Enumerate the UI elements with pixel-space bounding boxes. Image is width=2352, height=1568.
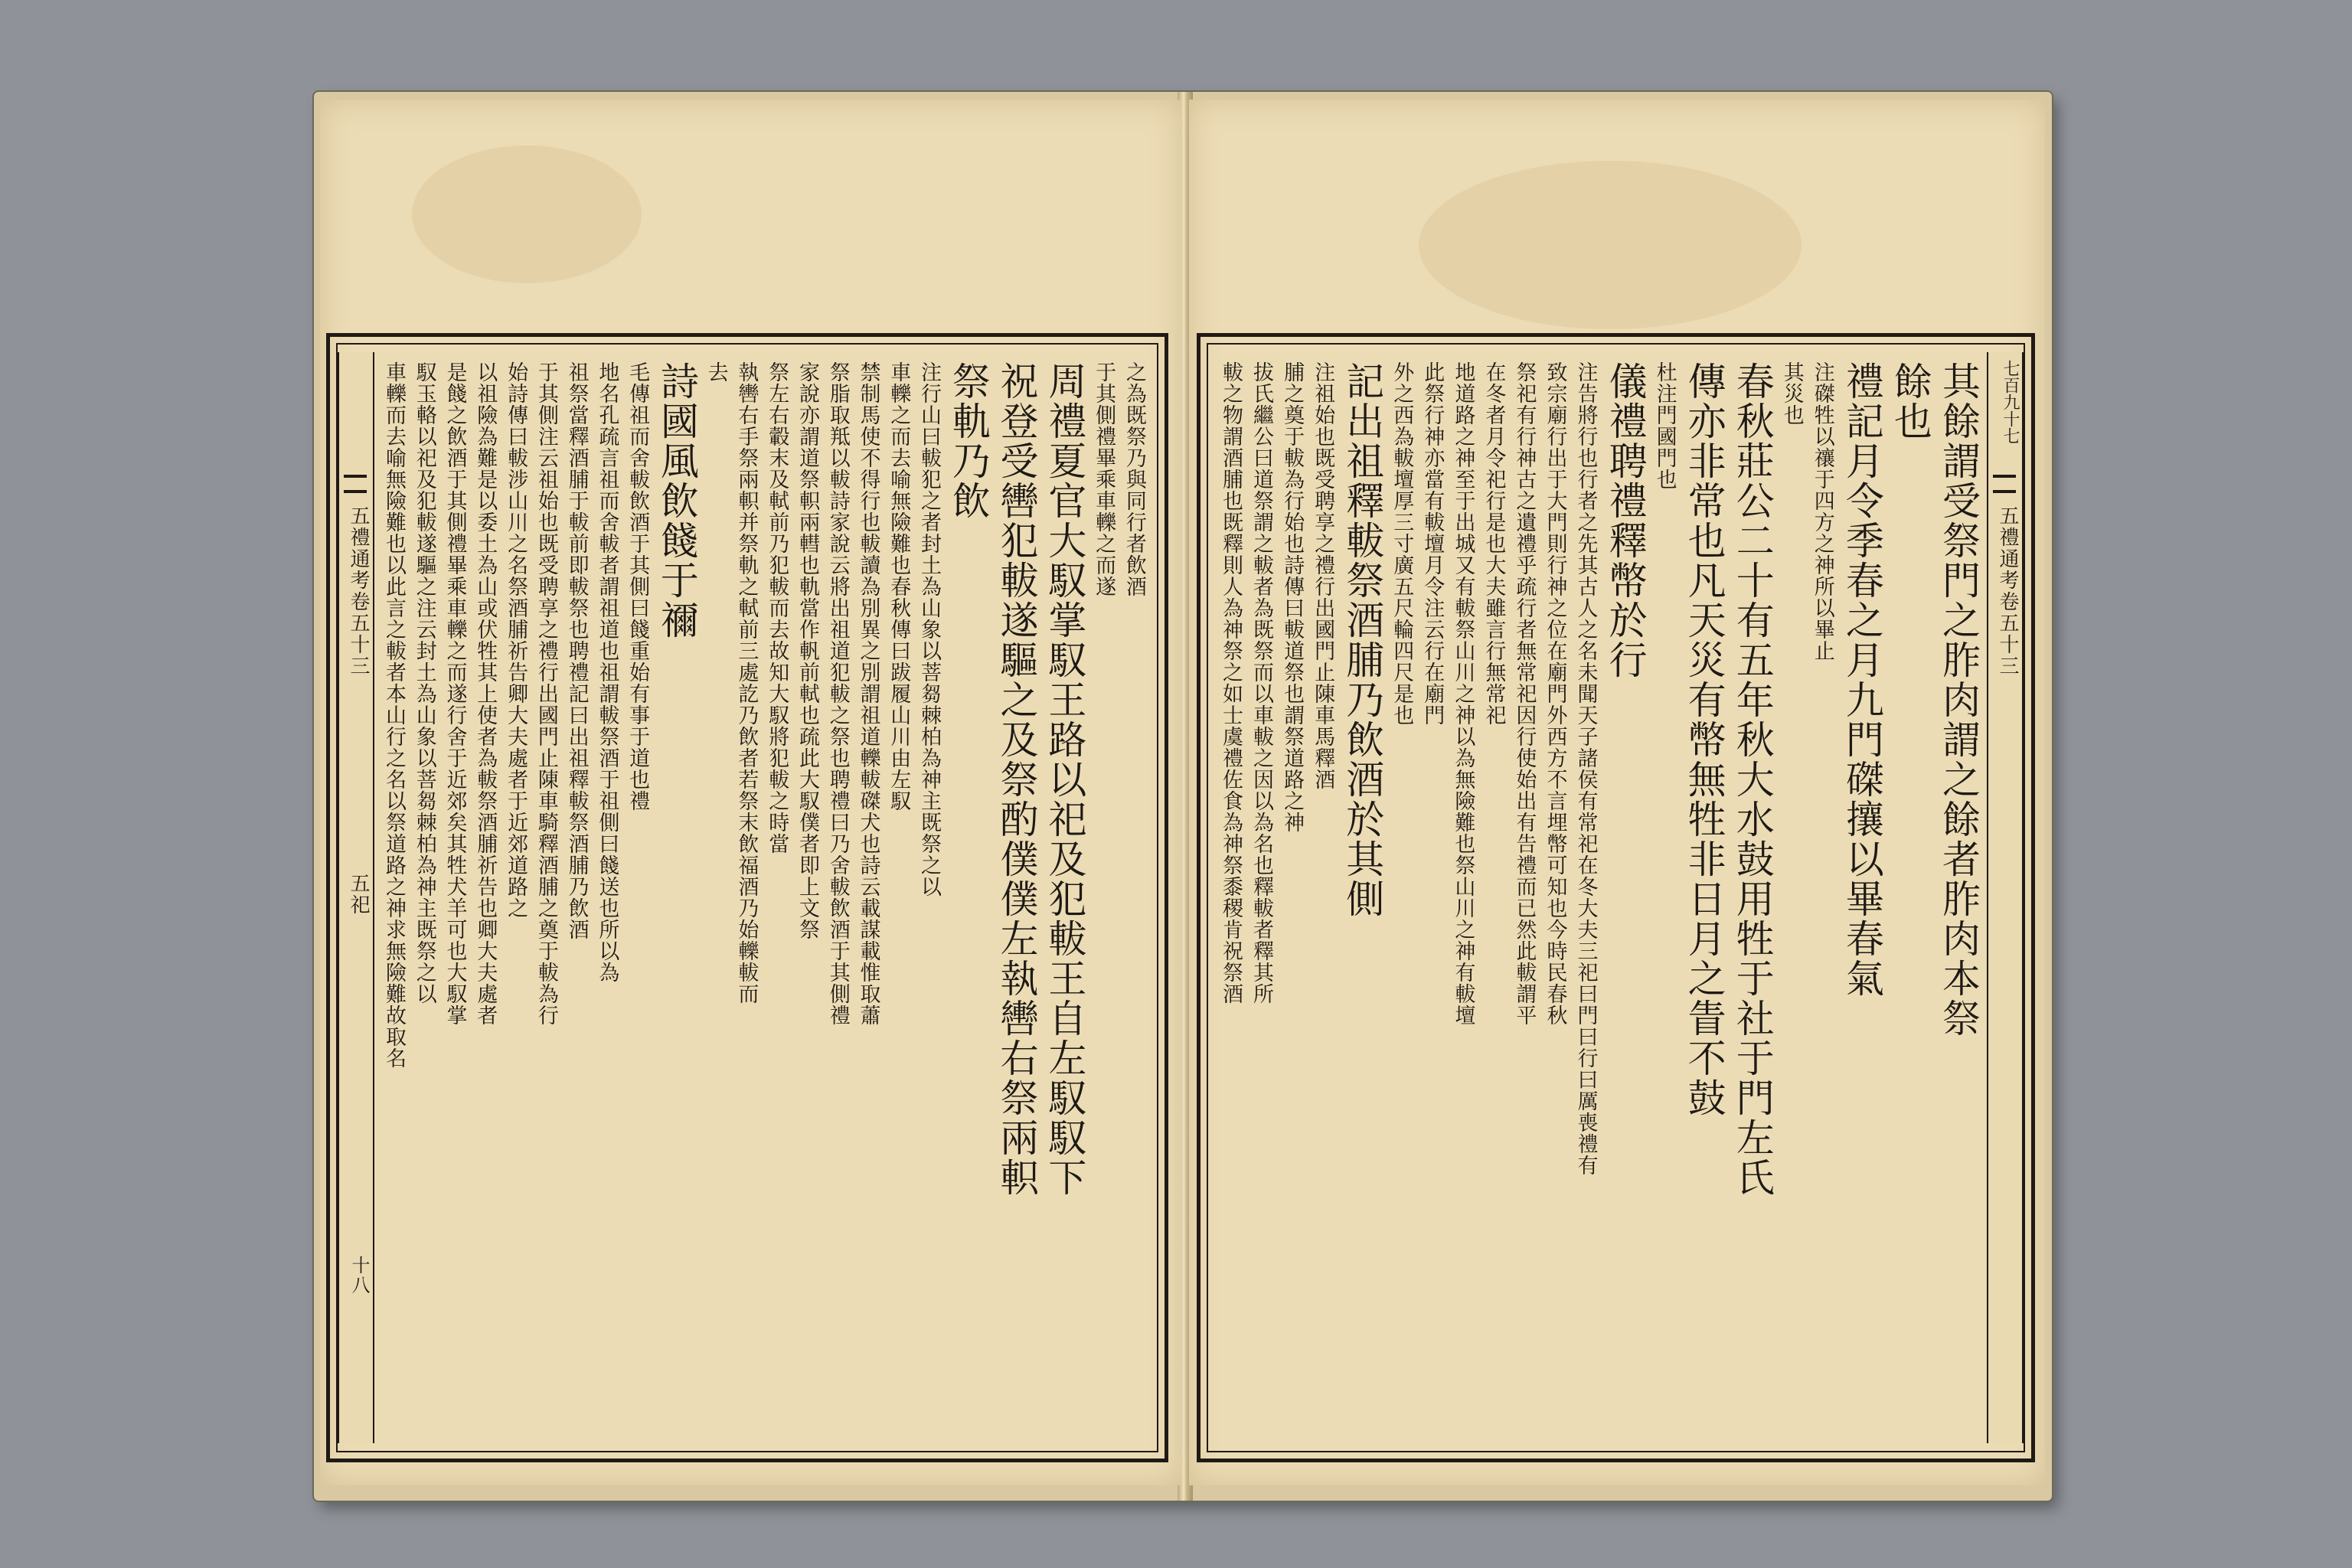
commentary-text-column: 此祭行神亦當有軷壇月令注云行在廟門 <box>1420 361 1445 726</box>
commentary-text-column: 之為既祭乃與同行者飲酒 <box>1122 361 1146 597</box>
main-text-column: 祝登受轡犯軷遂驅之及祭酌僕僕左執轡右祭兩軹 <box>994 361 1039 1197</box>
left-text-frame <box>326 333 1168 1462</box>
commentary-text-column: 是餞之飲酒于其側禮畢乘車轢之而遂行舍于近郊矣其牲犬羊可也大馭掌 <box>443 361 467 1026</box>
commentary-text-column: 祖祭當釋酒脯于軷前即軷祭也聘禮記曰出祖釋軷祭酒脯乃飲酒 <box>564 361 589 940</box>
commentary-text-column: 在冬者月令祀行是也大夫雖言行無常祀 <box>1481 361 1506 726</box>
commentary-text-column: 于其側注云祖始也既受聘享之禮行出國門止陳車騎釋酒脯之奠于軷為行 <box>534 361 558 1026</box>
commentary-text-column: 車轢而去喻無險難也以此言之軷者本山行之名以祭道路之神求無險難故取名 <box>382 361 406 1069</box>
main-text-column: 餘也 <box>1887 361 1932 441</box>
commentary-text-column: 注磔牲以禳于四方之神所以畢止 <box>1810 361 1834 662</box>
fishtail-mark <box>1993 475 2016 493</box>
left-side-page-num: 十八 <box>348 1256 370 1295</box>
main-text-column: 詩國風飲餞于禰 <box>654 361 699 640</box>
left-side-section: 五祀 <box>347 873 370 916</box>
fishtail-mark <box>344 475 367 493</box>
commentary-text-column: 軷之物謂酒脯也既釋則人為神祭之如士虞禮佐食為神祭黍稷肯祝祭酒 <box>1219 361 1243 1004</box>
main-text-column: 傳亦非常也凡天災有幣無牲非日月之眚不鼓 <box>1681 361 1726 1118</box>
main-text-column: 儀禮聘禮釋幣於行 <box>1602 361 1648 680</box>
right-text-columns <box>1219 361 1981 1434</box>
commentary-text-column: 杜注門國門也 <box>1652 361 1677 490</box>
paper-stain <box>412 145 642 283</box>
right-side-label: 五禮通考卷五十三 <box>1996 505 2019 677</box>
commentary-text-column: 其災也 <box>1779 361 1804 426</box>
commentary-text-column: 始詩傳曰軷涉山川之名祭酒脯祈告卿大夫處者于近郊道路之 <box>504 361 528 919</box>
right-page <box>1189 100 2045 1485</box>
commentary-text-column: 拔氏繼公曰道祭謂之軷者為既祭而以車軷之因以為名也釋軷者釋其所 <box>1250 361 1274 1004</box>
commentary-text-column: 致宗廟行出于大門則行神之位在廟門外西方不言埋幣可知也今時民春秋 <box>1543 361 1567 1026</box>
right-text-frame <box>1197 333 2035 1462</box>
commentary-text-column: 毛傳祖而舍軷飲酒于其側曰餞重始有事于道也禮 <box>626 361 650 812</box>
commentary-text-column: 注行山曰軷犯之者封土為山象以菩芻棘柏為神主既祭之以 <box>917 361 942 897</box>
main-text-column: 禮記月令季春之月九門磔攘以畢春氣 <box>1839 361 1884 998</box>
right-side-page-num: 七百九十七 <box>2001 360 2020 444</box>
commentary-text-column: 祭祀有行神古之遺禮乎疏行者無常祀因行使始出有告禮而已然此軷謂平 <box>1512 361 1537 1026</box>
commentary-text-column: 外之西為軷壇厚三寸廣五尺輪四尺是也 <box>1390 361 1414 726</box>
commentary-text-column: 祭脂取羝以軷詩家說云將出祖道犯軷之祭也聘禮曰乃舍軷飲酒于其側禮 <box>825 361 850 1026</box>
main-text-column: 祭軌乃飲 <box>946 361 991 521</box>
right-center-column <box>1987 352 2024 1443</box>
commentary-text-column: 去 <box>704 361 728 383</box>
commentary-text-column: 以祖險為難是以委土為山或伏牲其上使者為軷祭酒脯祈告也卿大夫處者 <box>473 361 498 1026</box>
right-inner-border <box>1207 343 2025 1452</box>
main-text-column: 記出祖釋軷祭酒脯乃飲酒於其側 <box>1340 361 1385 919</box>
commentary-text-column: 車轢之而去喻無險難也春秋傳曰跋履山川由左馭 <box>887 361 911 812</box>
commentary-text-column: 地名孔疏言祖而舍軷者謂祖道也祖謂軷祭酒于祖側曰餞送也所以為 <box>595 361 619 983</box>
book <box>314 92 2052 1501</box>
commentary-text-column: 禁制馬使不得行也軷讀為別異之別謂祖道轢軷磔犬也詩云載謀載惟取蕭 <box>856 361 880 1026</box>
commentary-text-column: 脯之奠于軷為行始也詩傳曰軷道祭也謂祭道路之神 <box>1280 361 1305 833</box>
left-side-label: 五禮通考卷五十三 <box>347 505 370 677</box>
commentary-text-column: 執轡右手祭兩軹并祭軌之軾前三處訖乃飲者若祭末飲福酒乃始轢軷而 <box>734 361 759 1004</box>
left-page <box>320 100 1181 1485</box>
main-text-column: 春秋莊公二十有五年秋大水鼓用牲于社于門左氏 <box>1730 361 1775 1197</box>
left-center-column <box>338 352 374 1443</box>
commentary-text-column: 注祖始也既受聘享之禮行出國門止陳車馬釋酒 <box>1311 361 1335 790</box>
left-text-columns <box>384 361 1145 1434</box>
commentary-text-column: 祭左右轂末及軾前乃犯軷而去故知大馭將犯軷之時當 <box>765 361 789 854</box>
commentary-text-column: 于其側禮畢乘車轢之而遂 <box>1092 361 1116 597</box>
commentary-text-column: 注告將行也行者之先其古人之名未聞天子諸侯有常祀在冬大夫三祀曰門曰行曰厲喪禮有 <box>1573 361 1598 1176</box>
left-inner-border <box>336 343 1158 1452</box>
main-text-column: 其餘謂受祭門之胙肉謂之餘者胙肉本祭 <box>1936 361 1981 1038</box>
commentary-text-column: 家說亦謂道祭軹兩轊也軌當作軓前軾也疏此大馭僕者即上文祭 <box>795 361 819 940</box>
commentary-text-column: 地道路之神至于出城又有軷祭山川之神以為無險難也祭山川之神有軷壇 <box>1451 361 1475 1026</box>
main-text-column: 周禮夏官大馭掌馭王路以祀及犯軷王自左馭馭下 <box>1042 361 1087 1197</box>
commentary-text-column: 馭玉輅以祀及犯軷遂驅之注云封土為山象以菩芻棘柏為神主既祭之以 <box>412 361 436 1004</box>
paper-stain <box>1419 161 1802 329</box>
